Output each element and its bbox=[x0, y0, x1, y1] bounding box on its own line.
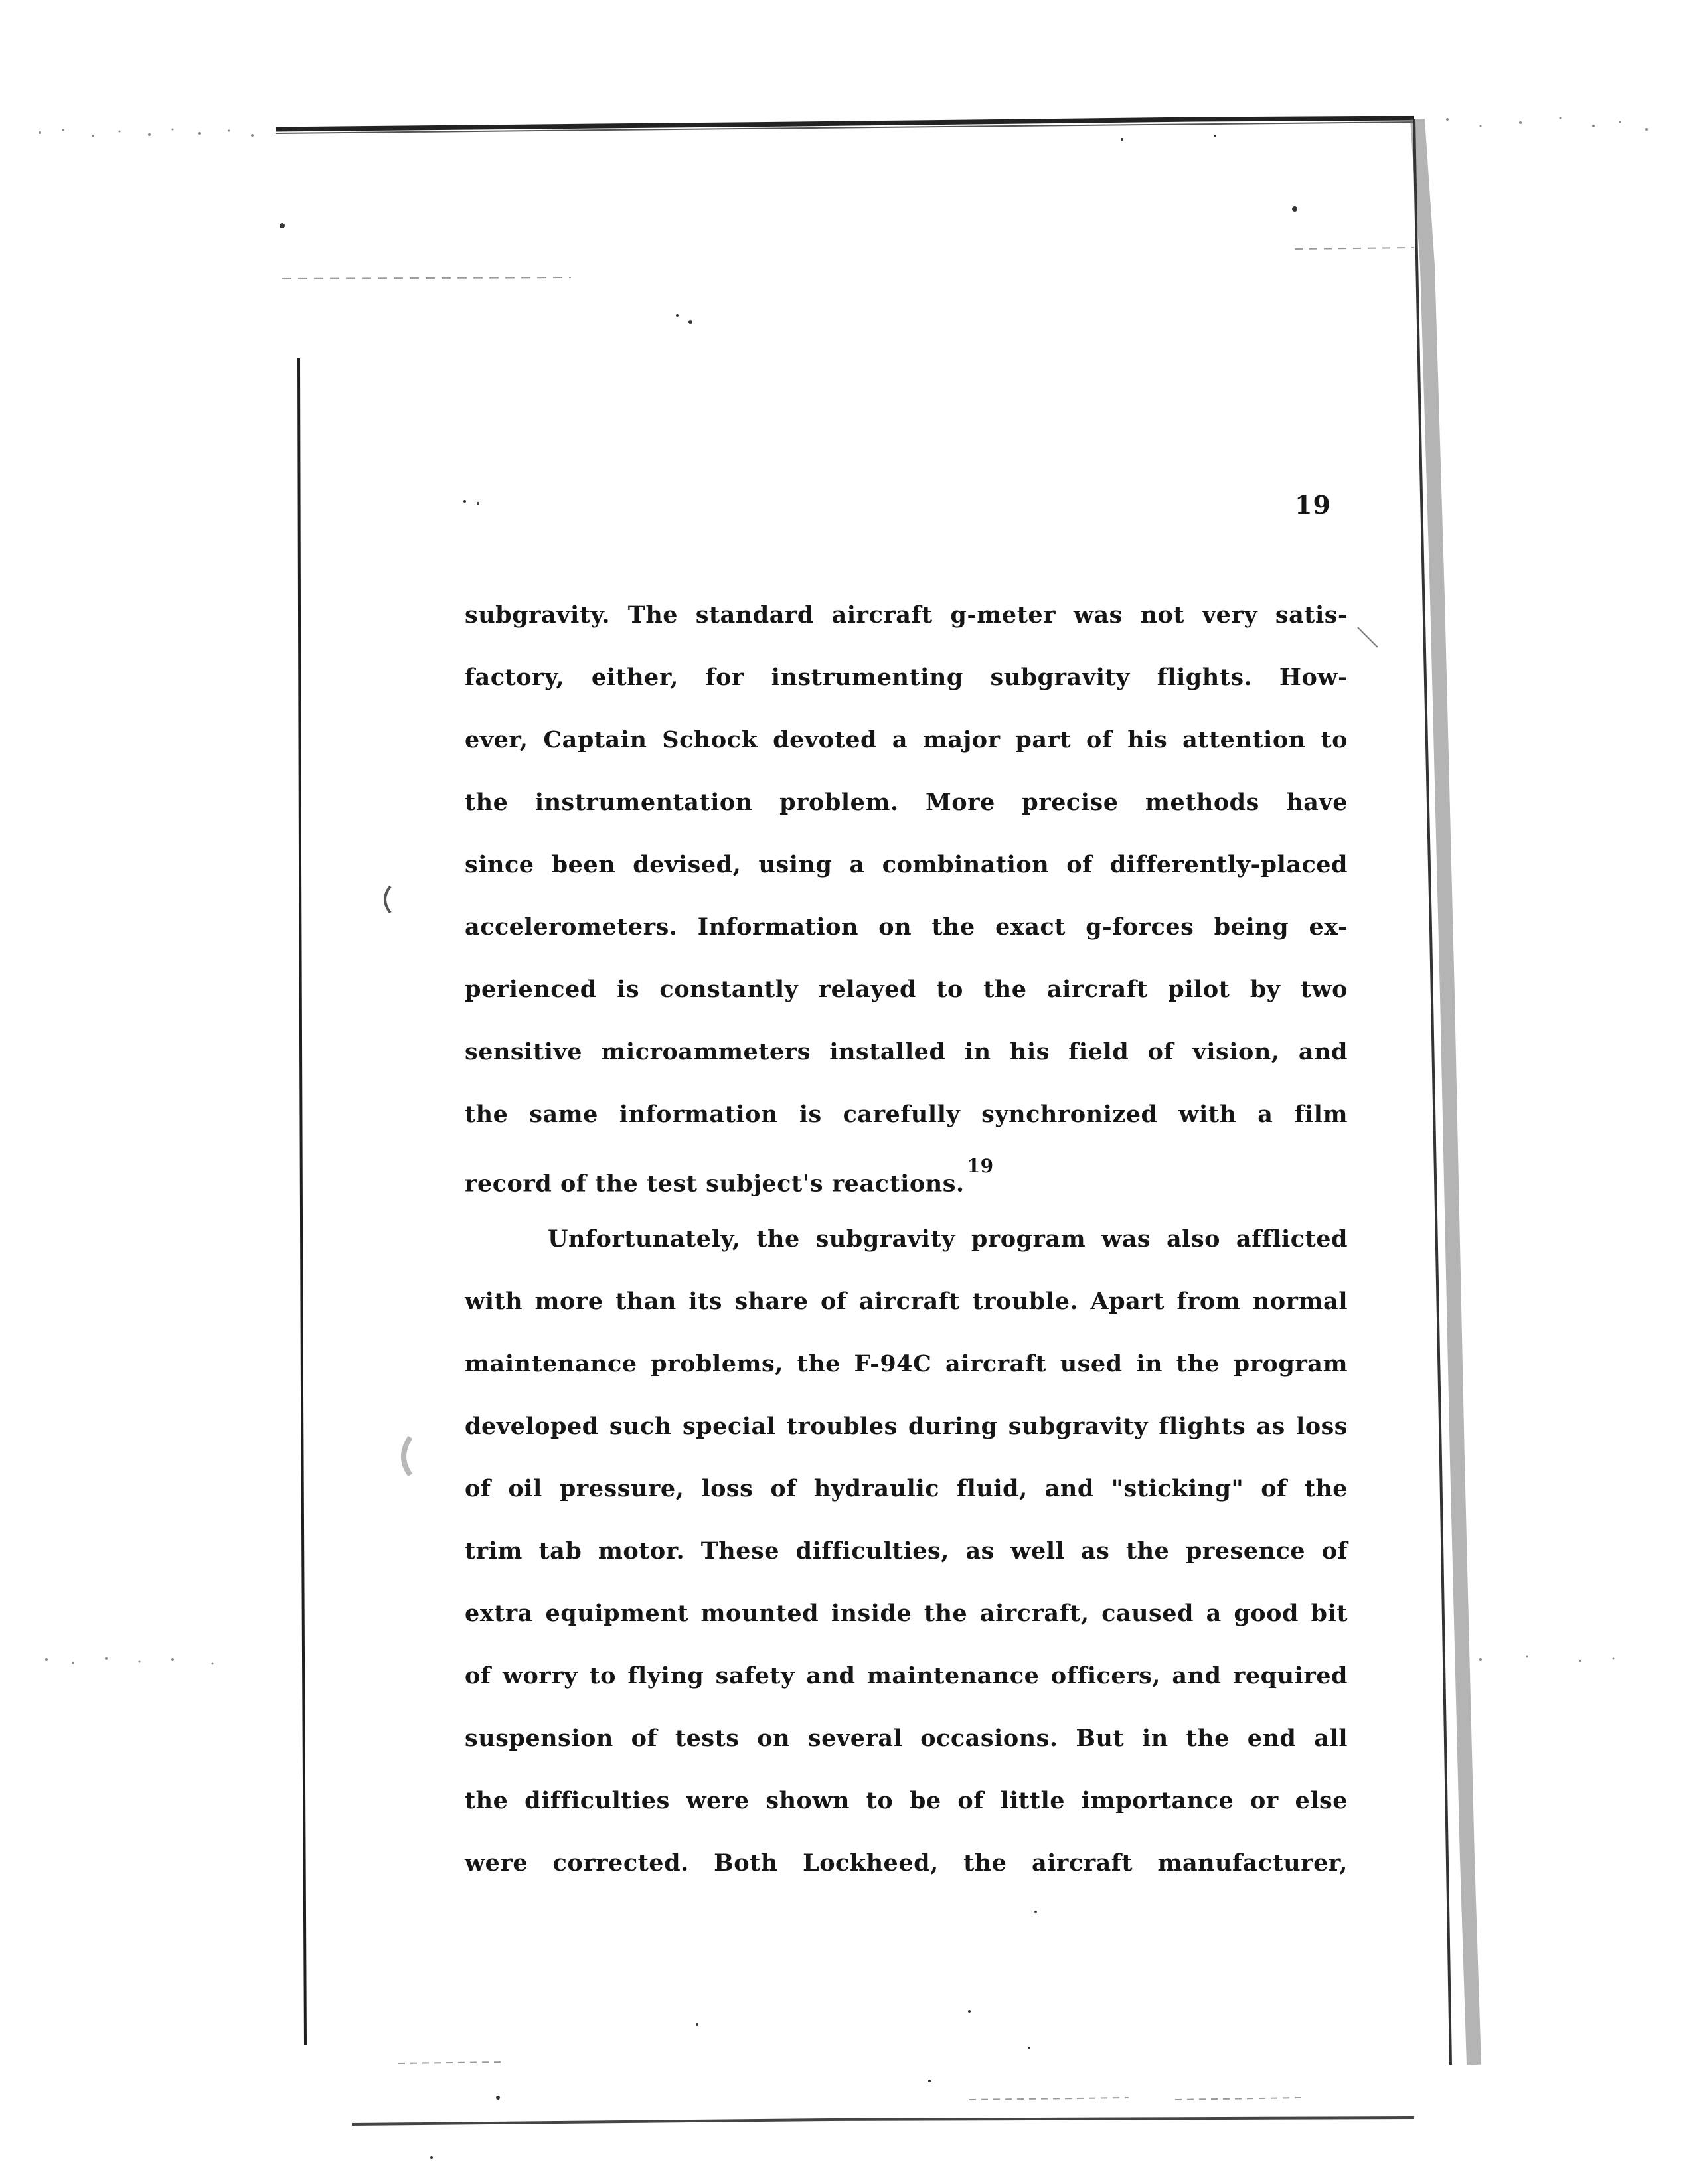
text-line: Unfortunately, the subgravity program was also afflicted bbox=[548, 1225, 1348, 1253]
text-line: ever, Captain Schock devoted a major part of his attention to bbox=[465, 726, 1348, 753]
text-line: factory, either, for instrumenting subgravity flights. How- bbox=[465, 664, 1348, 691]
paragraph bbox=[465, 1208, 1348, 1895]
text-line: of worry to flying safety and maintenance officers, and required bbox=[465, 1662, 1348, 1689]
text-line: trim tab motor. These difficulties, as well as the presence of bbox=[465, 1537, 1348, 1565]
text-line: the difficulties were shown to be of little importance or else bbox=[465, 1787, 1348, 1814]
text-line: maintenance problems, the F-94C aircraft used in the program bbox=[465, 1350, 1348, 1377]
text-line: extra equipment mounted inside the aircraft, caused a good bit bbox=[465, 1600, 1348, 1627]
text-line: were corrected. Both Lockheed, the aircraft manufacturer, bbox=[465, 1849, 1348, 1877]
text-line: the same information is carefully synchronized with a film bbox=[465, 1101, 1348, 1128]
text-line: suspension of tests on several occasions. But in the end all bbox=[465, 1725, 1348, 1752]
page-number: 19 bbox=[1295, 490, 1331, 520]
text-line: subgravity. The standard aircraft g-meter was not very satis- bbox=[465, 601, 1348, 629]
text-line: record of the test subject's reactions. bbox=[465, 1170, 965, 1198]
text-line-with-footnote bbox=[465, 1146, 1348, 1208]
text-line: accelerometers. Information on the exact g-forces being ex- bbox=[465, 913, 1348, 941]
paragraph bbox=[465, 584, 1348, 1208]
body-text bbox=[465, 584, 1348, 1895]
text-line: developed such special troubles during subgravity flights as loss bbox=[465, 1413, 1348, 1440]
footnote-reference: 19 bbox=[967, 1155, 994, 1177]
text-line: sensitive microammeters installed in his field of vision, and bbox=[465, 1038, 1348, 1065]
text-line: with more than its share of aircraft trouble. Apart from normal bbox=[465, 1288, 1348, 1315]
text-line: of oil pressure, loss of hydraulic fluid, and "sticking" of the bbox=[465, 1475, 1348, 1502]
text-line: perienced is constantly relayed to the aircraft pilot by two bbox=[465, 976, 1348, 1003]
text-line: since been devised, using a combination of differently-placed bbox=[465, 851, 1348, 878]
text-line: the instrumentation problem. More precise methods have bbox=[465, 789, 1348, 816]
